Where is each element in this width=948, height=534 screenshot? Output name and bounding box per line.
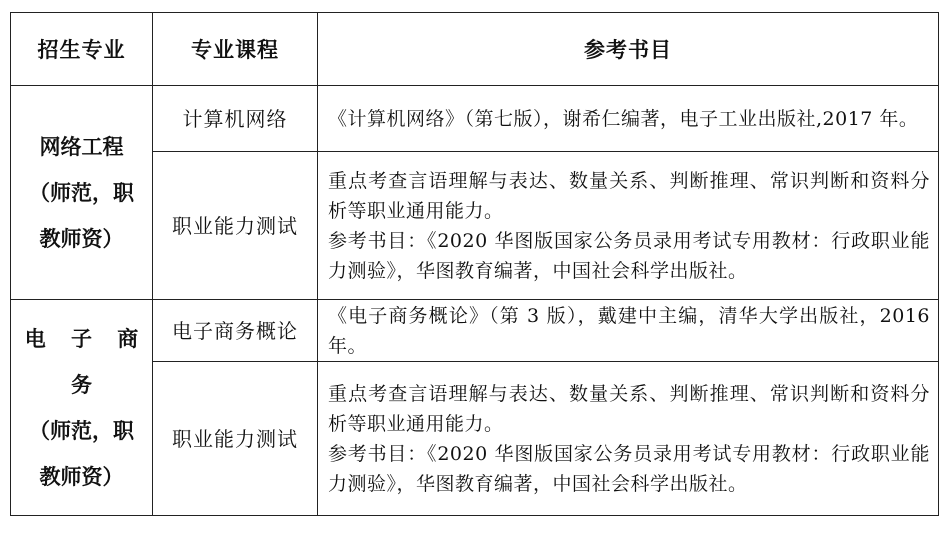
header-row: [11, 13, 939, 86]
reference-text: 参考书目：《2020 华图版国家公务员录用考试专用教材：行政职业能力测验》，华图教育编著，中国社会科学出版社。: [328, 442, 930, 495]
admissions-table: [10, 12, 939, 516]
reference-cell: [318, 152, 939, 300]
major-qualifier: 教师资）: [39, 464, 124, 489]
course-cell: 职业能力测试: [153, 362, 318, 516]
course-cell: 职业能力测试: [153, 152, 318, 300]
header-books: 参考书目: [318, 13, 939, 86]
table-row: [11, 300, 939, 362]
reference-text: 《电子商务概论》（第 3 版），戴建中主编，清华大学出版社，2016 年。: [328, 304, 930, 357]
focus-text: 重点考查言语理解与表达、数量关系、判断推理、常识判断和资料分析等职业通用能力。: [328, 382, 930, 435]
reference-cell: [318, 86, 939, 152]
major-qualifier: （师范，职: [29, 418, 134, 443]
reference-text: 参考书目：《2020 华图版国家公务员录用考试专用教材：行政职业能力测验》，华图教育编著，中国社会科学出版社。: [328, 229, 930, 282]
header-major: 招生专业: [11, 13, 153, 86]
major-cell-e-commerce: [11, 300, 153, 516]
major-name: 网络工程: [39, 134, 124, 159]
reference-text: 《计算机网络》（第七版），谢希仁编著，电子工业出版社,2017 年。: [328, 107, 919, 130]
header-course: 专业课程: [153, 13, 318, 86]
reference-cell: [318, 362, 939, 516]
major-name: 电 子 商 务: [24, 326, 148, 397]
major-qualifier: （师范，职: [29, 180, 134, 205]
table-row: [11, 86, 939, 152]
major-qualifier: 教师资）: [39, 226, 124, 251]
major-cell-network-engineering: [11, 86, 153, 300]
course-cell: 计算机网络: [153, 86, 318, 152]
reference-cell: [318, 300, 939, 362]
course-cell: 电子商务概论: [153, 300, 318, 362]
focus-text: 重点考查言语理解与表达、数量关系、判断推理、常识判断和资料分析等职业通用能力。: [328, 169, 930, 222]
